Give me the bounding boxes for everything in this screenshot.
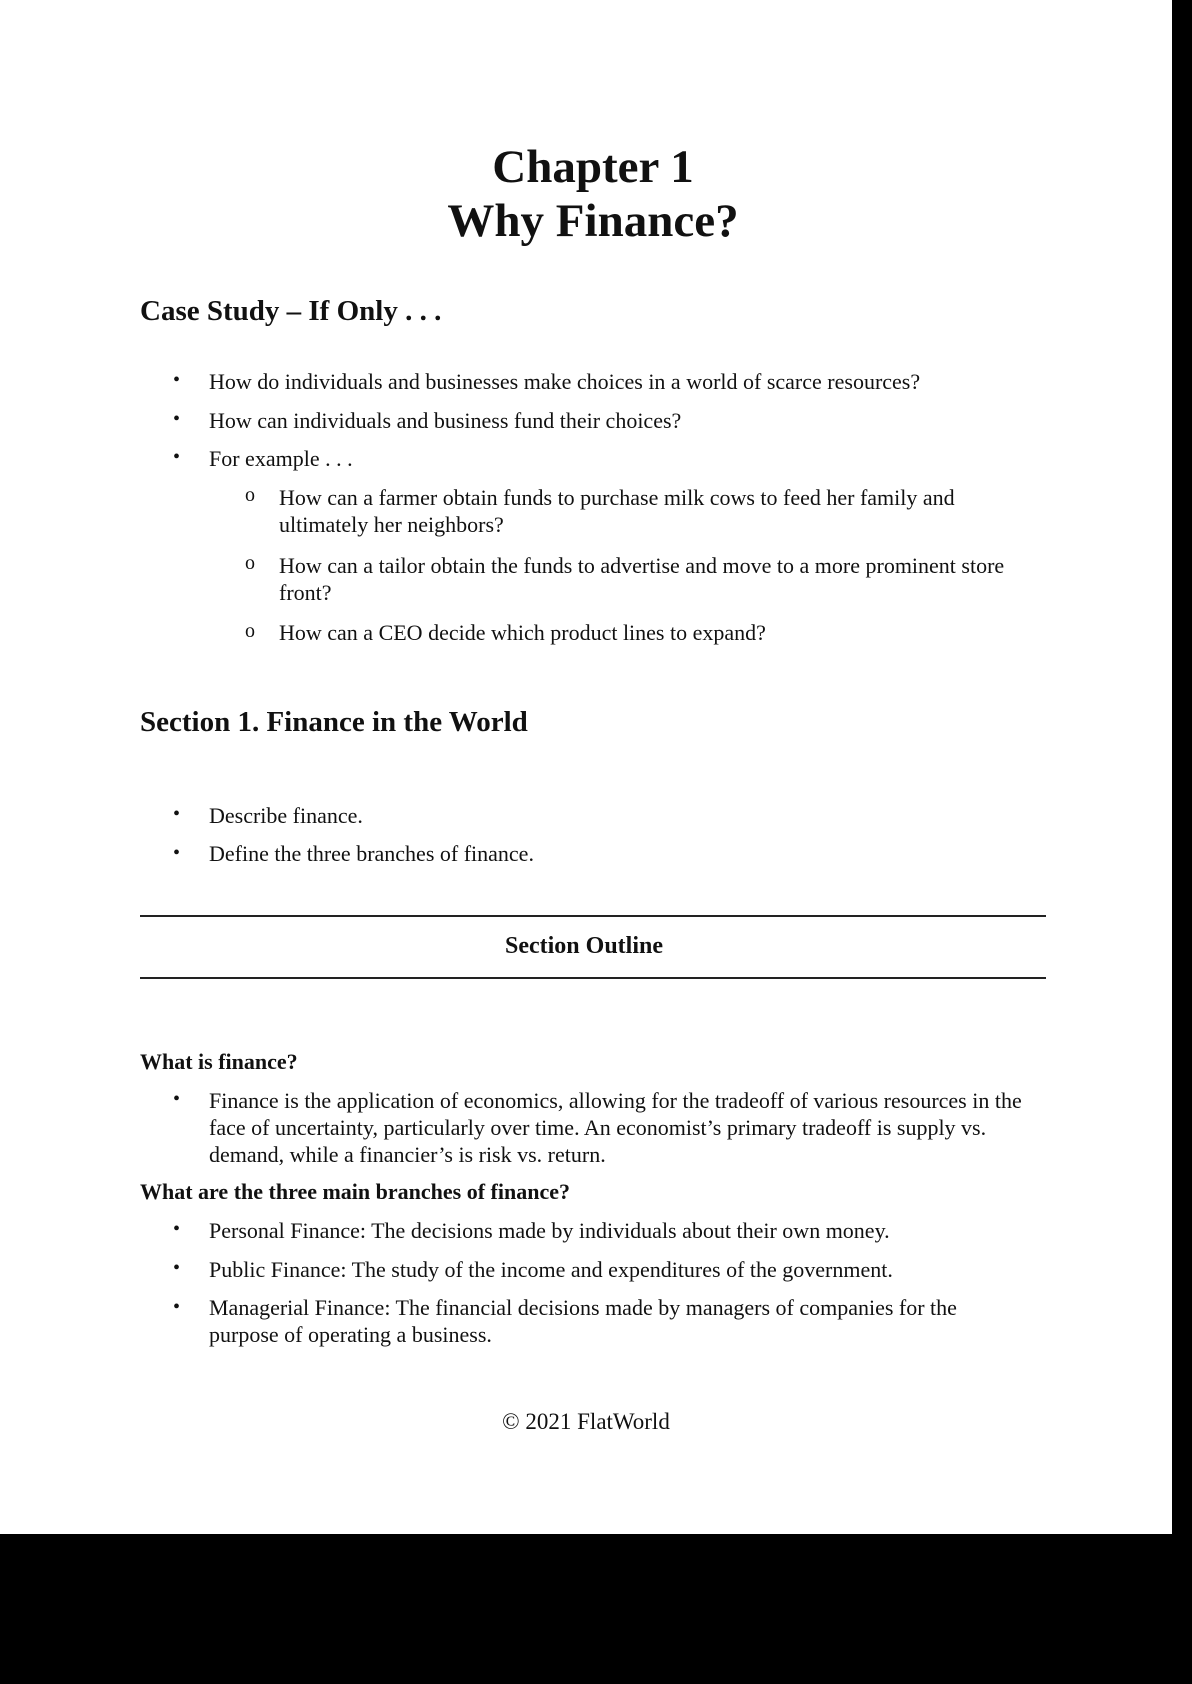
bullet-icon: • — [173, 1296, 181, 1318]
branch-public-finance: Public Finance: The study of the income and expenditures of the government. — [209, 1257, 893, 1282]
outline-bottom-rule — [140, 977, 1046, 979]
bullet-icon: • — [173, 803, 181, 825]
sub-bullet-icon: o — [245, 552, 255, 574]
outline-top-rule — [140, 915, 1046, 917]
case-study-heading: Case Study – If Only . . . — [140, 295, 442, 327]
bullet-icon: • — [173, 369, 181, 391]
sub-bullet-icon: o — [245, 620, 255, 642]
bullet-icon: • — [173, 446, 181, 468]
question-what-is-finance: What is finance? — [140, 1049, 298, 1074]
chapter-title: Why Finance? — [447, 195, 739, 247]
case-study-bullet-2: How can individuals and business fund their choices? — [209, 408, 682, 433]
case-study-sub-bullet-3: How can a CEO decide which product lines to expand? — [279, 620, 766, 645]
objective-2: Define the three branches of finance. — [209, 841, 534, 866]
branch-personal-finance: Personal Finance: The decisions made by individuals about their own money. — [209, 1218, 890, 1243]
copyright-footer: © 2021 FlatWorld — [502, 1409, 670, 1434]
chapter-number: Chapter 1 — [492, 141, 694, 193]
bullet-icon: • — [173, 1088, 181, 1110]
section-outline-title: Section Outline — [504, 933, 663, 959]
sub-bullet-icon: o — [245, 484, 255, 506]
bullet-icon: • — [173, 842, 181, 864]
bullet-icon: • — [173, 408, 181, 430]
answer-what-is-finance: Finance is the application of economics, allowing for the tradeoff of various resources in the face of uncertainty, particularly over time. An economist’s primary tradeoff is supply vs. demand, while a financier’s is risk vs. return. — [209, 1088, 1022, 1167]
bullet-icon: • — [173, 1218, 181, 1240]
case-study-bullet-3: For example . . . — [209, 446, 353, 471]
case-study-sub-bullet-1: How can a farmer obtain funds to purchase milk cows to feed her family and ultimately her neighbors? — [279, 485, 955, 537]
section-heading: Section 1. Finance in the World — [140, 706, 528, 738]
case-study-bullet-1: How do individuals and businesses make choices in a world of scarce resources? — [209, 369, 921, 394]
bullet-icon: • — [173, 1257, 181, 1279]
objective-1: Describe finance. — [209, 803, 363, 828]
branch-managerial-finance: Managerial Finance: The financial decisions made by managers of companies for the purpose of operating a business. — [209, 1295, 957, 1347]
question-three-branches: What are the three main branches of finance? — [140, 1179, 570, 1204]
case-study-sub-bullet-2: How can a tailor obtain the funds to advertise and move to a more prominent store front? — [279, 553, 1005, 605]
